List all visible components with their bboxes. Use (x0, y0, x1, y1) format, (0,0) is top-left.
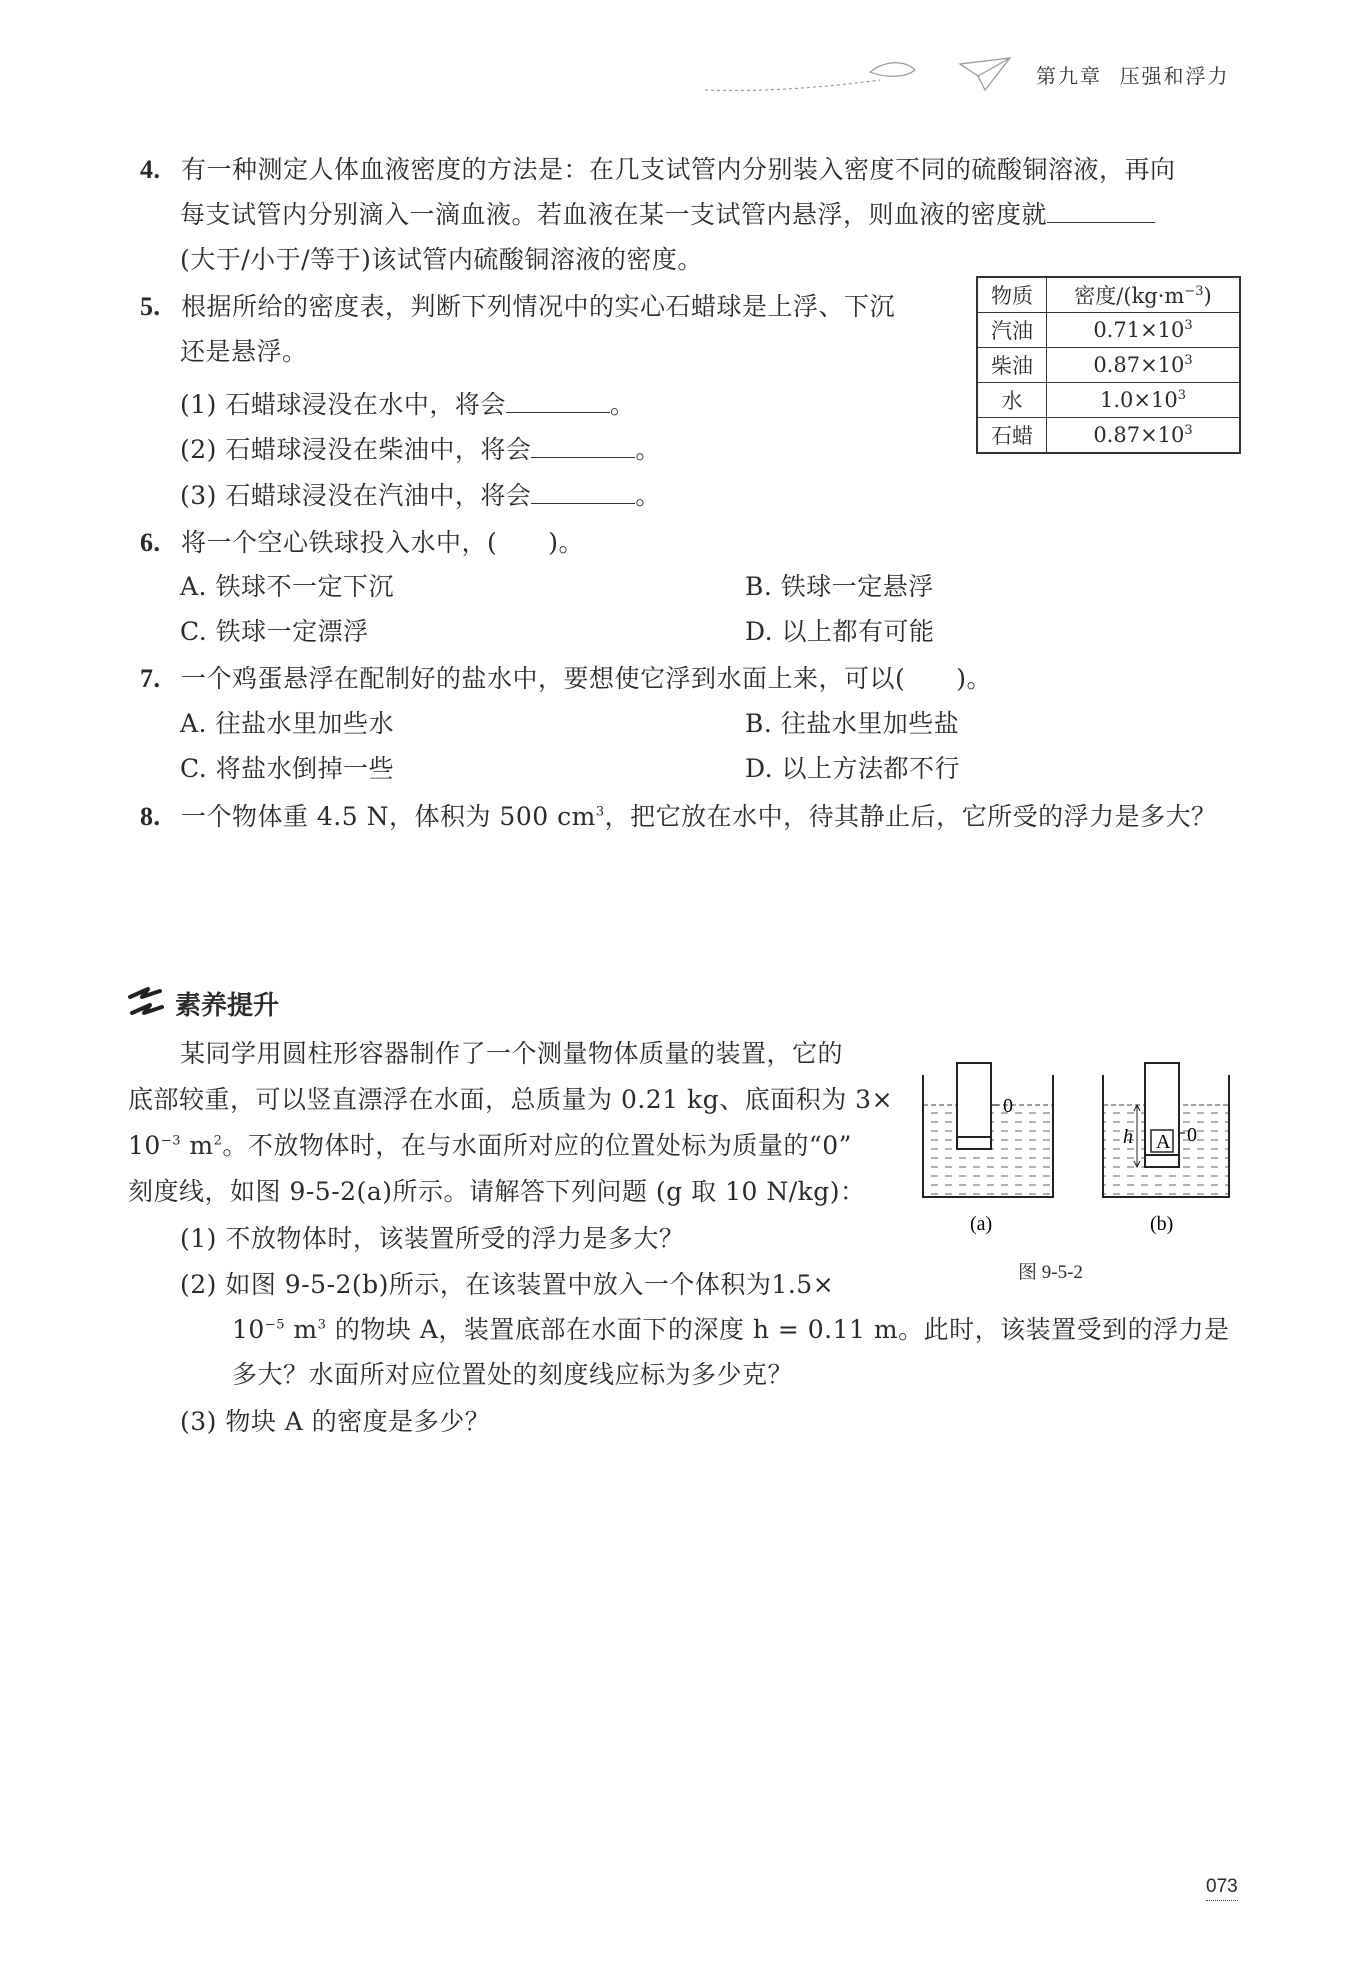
q5-sub1-end: 。 (609, 390, 636, 419)
beaker-a (923, 1063, 1053, 1197)
q5-text2: 还是悬浮。 (180, 337, 308, 366)
q5-sub1-text: (1) 石蜡球浸没在水中，将会 (180, 390, 506, 419)
row-substance: 水 (977, 383, 1047, 418)
fig-label-b: (b) (1150, 1213, 1174, 1235)
q5-blank-1[interactable] (506, 390, 610, 413)
row-substance: 石蜡 (977, 418, 1047, 454)
zero-mark-a: 0 (1003, 1095, 1013, 1117)
p3-base: 10 (128, 1131, 161, 1160)
s2b-unit: m (284, 1315, 318, 1344)
row-density (1047, 348, 1241, 383)
zero-mark-b: 0 (1187, 1124, 1197, 1146)
row-density-mantissa: 0.71×10 (1093, 318, 1185, 342)
section-title: 素养提升 (175, 991, 280, 1021)
q7-stem (140, 662, 992, 696)
beaker-b (1103, 1063, 1229, 1197)
q5-sub1 (180, 388, 635, 422)
q6-text: 将一个空心铁球投入水中，( )。 (180, 528, 584, 557)
chapter-label: 第九章 (1036, 66, 1102, 88)
row-density (1047, 313, 1241, 348)
q6-option-b[interactable]: B. 铁球一定悬浮 (745, 572, 934, 601)
paper-plane-icon (700, 50, 1030, 100)
row-density (1047, 383, 1241, 418)
p3-exp: −3 (160, 1133, 181, 1149)
row-density-mantissa: 0.87×10 (1093, 423, 1185, 447)
section-icon (126, 985, 166, 1021)
q4-text3: (大于/小于/等于)该试管内硫酸铜溶液的密度。 (180, 245, 703, 274)
q8-stem (140, 800, 1217, 834)
q8-text-a: 一个物体重 4.5 N，体积为 500 cm (180, 802, 596, 831)
q4-number: 4. (140, 155, 161, 184)
q6-option-c[interactable]: C. 铁球一定漂浮 (180, 617, 369, 646)
header-substance: 物质 (977, 277, 1047, 313)
table-row (977, 313, 1240, 348)
figure-caption: 图 9-5-2 (1018, 1262, 1083, 1283)
q5-line2 (180, 335, 308, 369)
q6-option-a[interactable]: A. 铁球不一定下沉 (180, 572, 394, 601)
q8-text-b: ，把它放在水中，待其静止后，它所受的浮力是多大？ (604, 802, 1217, 831)
page-number: 073 (1206, 1876, 1238, 1901)
sub-question-2a: (2) 如图 9-5-2(b)所示，在该装置中放入一个体积为1.5× (180, 1270, 835, 1299)
density-table (976, 276, 1241, 454)
table-row (977, 418, 1240, 454)
q6-number: 6. (140, 528, 161, 557)
q5-text1: 根据所给的密度表，判断下列情况中的实心石蜡球是上浮、下沉 (180, 292, 895, 321)
chapter-header (1036, 60, 1230, 89)
density-table-header (977, 277, 1240, 313)
depth-h-label: h (1123, 1126, 1133, 1148)
table-row (977, 383, 1240, 418)
problem-line3 (128, 1129, 852, 1163)
q4-line2 (180, 198, 1155, 232)
block-a-label: A (1156, 1131, 1171, 1153)
sub-question-1: (1) 不放物体时，该装置所受的浮力是多大？ (180, 1224, 685, 1253)
s2b-unit-exp: 3 (317, 1317, 327, 1333)
chapter-title: 压强和浮力 (1119, 66, 1230, 88)
q5-sub2 (180, 433, 661, 467)
row-density-mantissa: 1.0×10 (1100, 388, 1178, 412)
q5-sub2-text: (2) 石蜡球浸没在柴油中，将会 (180, 435, 532, 464)
q5-sub3-text: (3) 石蜡球浸没在汽油中，将会 (180, 481, 532, 510)
q7-number: 7. (140, 664, 161, 693)
q5-sub3-end: 。 (635, 481, 661, 510)
fig-label-a: (a) (970, 1213, 993, 1235)
row-density-exp: 3 (1184, 353, 1193, 368)
row-substance: 柴油 (977, 348, 1047, 383)
table-row (977, 348, 1240, 383)
header-density-exp: −3 (1184, 284, 1204, 299)
problem-line4: 刻度线，如图 9-5-2(a)所示。请解答下列问题 (g 取 10 N/kg)： (128, 1177, 866, 1206)
row-density (1047, 418, 1241, 454)
sub-question-3: (3) 物块 A 的密度是多少？ (180, 1407, 491, 1436)
q7-option-b[interactable]: B. 往盐水里加些盐 (745, 709, 960, 738)
problem-line2: 底部较重，可以竖直漂浮在水面，总质量为 0.21 kg、底面积为 3× (128, 1085, 894, 1114)
figure-9-5-2 (915, 1055, 1235, 1245)
q4-line1 (140, 153, 1175, 187)
q5-blank-2[interactable] (531, 435, 635, 458)
q6-stem (140, 526, 584, 560)
q8-exp: 3 (595, 804, 605, 820)
q4-line3 (180, 243, 703, 277)
q7-option-d[interactable]: D. 以上方法都不行 (745, 754, 961, 783)
q7-option-a[interactable]: A. 往盐水里加些水 (180, 709, 394, 738)
q5-sub2-end: 。 (635, 435, 661, 464)
header-density-close: ) (1203, 284, 1212, 308)
q7-option-c[interactable]: C. 将盐水倒掉一些 (180, 754, 395, 783)
q7-text: 一个鸡蛋悬浮在配制好的盐水中，要想使它浮到水面上来，可以( )。 (180, 664, 992, 693)
row-density-exp: 3 (1177, 388, 1186, 403)
q4-text1: 有一种测定人体血液密度的方法是：在几支试管内分别装入密度不同的硫酸铜溶液，再向 (180, 155, 1176, 184)
row-density-exp: 3 (1184, 423, 1193, 438)
q5-line1 (140, 290, 895, 324)
header-density (1047, 277, 1241, 313)
q8-number: 8. (140, 802, 161, 831)
p3-rest: 。不放物体时，在与水面所对应的位置处标为质量的“0” (222, 1131, 852, 1160)
header-density-text: 密度/(kg·m (1074, 284, 1185, 308)
q4-text2: 每支试管内分别滴入一滴血液。若血液在某一支试管内悬浮，则血液的密度就 (180, 200, 1048, 229)
problem-line1: 某同学用圆柱形容器制作了一个测量物体质量的装置，它的 (180, 1039, 844, 1068)
sub-question-2c: 多大？水面所对应位置处的刻度线应标为多少克？ (232, 1360, 794, 1389)
p3-unit-exp: 2 (213, 1133, 223, 1149)
q6-option-d[interactable]: D. 以上都有可能 (745, 617, 935, 646)
row-density-exp: 3 (1184, 318, 1193, 333)
s2b-rest: 的物块 A，装置底部在水面下的深度 h = 0.11 m。此时，该装置受到的浮力是 (326, 1315, 1230, 1344)
q5-number: 5. (140, 292, 161, 321)
row-density-mantissa: 0.87×10 (1093, 353, 1185, 377)
q5-blank-3[interactable] (531, 481, 635, 504)
header-decoration (700, 50, 1030, 100)
sub-question-2b (232, 1313, 1230, 1347)
row-substance: 汽油 (977, 313, 1047, 348)
p3-unit: m (180, 1131, 214, 1160)
s2b-base: 10 (232, 1315, 265, 1344)
q5-sub3 (180, 479, 661, 513)
s2b-exp: −5 (264, 1317, 285, 1333)
q4-answer-blank[interactable] (1047, 200, 1155, 223)
